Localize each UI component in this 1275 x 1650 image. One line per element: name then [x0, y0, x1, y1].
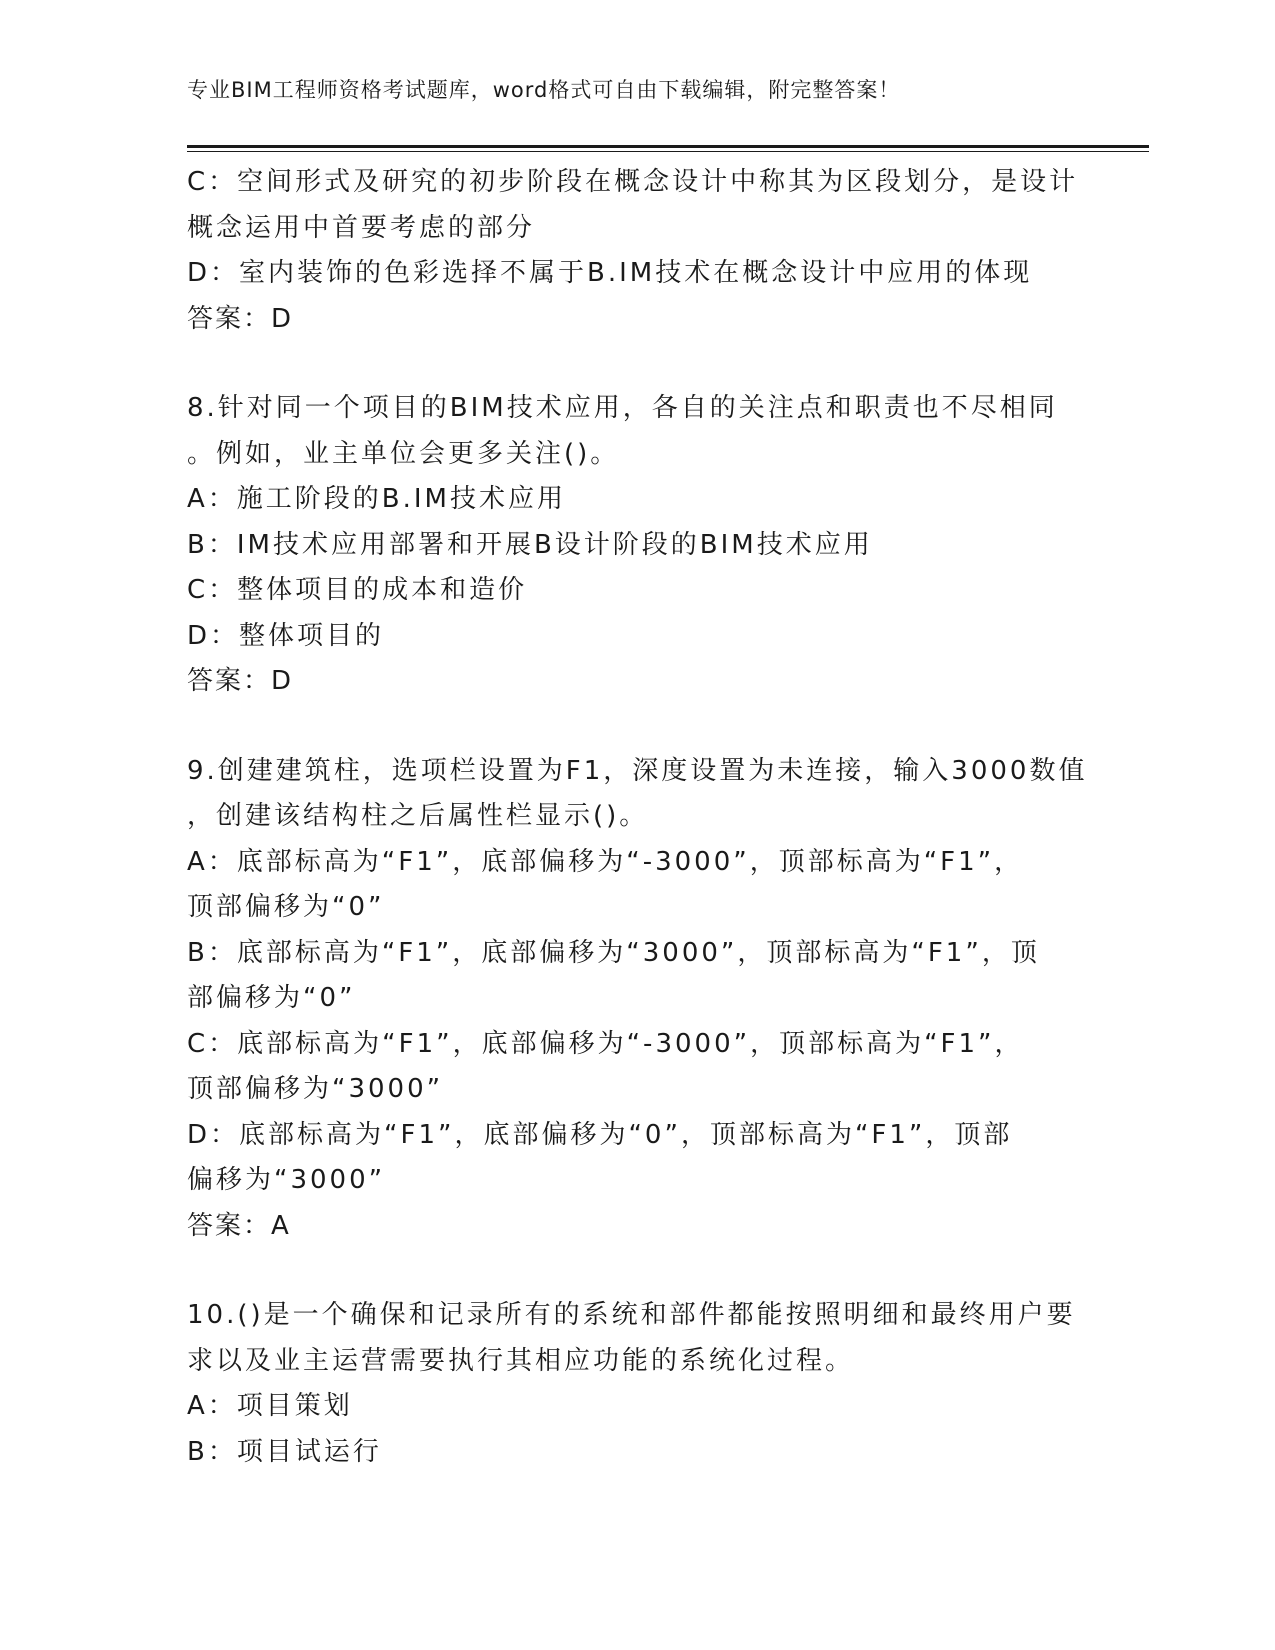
- header-rule-thin: [187, 151, 1149, 152]
- option-d-cont: 偏移为“3000”: [187, 1165, 386, 1195]
- option-line: D：室内装饰的色彩选择不属于B.IM技术在概念设计中应用的体现: [187, 258, 1033, 288]
- question-text: 9.创建建筑柱，选项栏设置为F1，深度设置为未连接，输入3000数值: [187, 755, 1088, 786]
- option-b: B：底部标高为“F1”，底部偏移为“3000”，顶部标高为“F1”，顶: [187, 937, 1040, 968]
- option-line: C：空间形式及研究的初步阶段在概念设计中称其为区段划分，是设计: [187, 167, 1079, 197]
- question-text: 10.()是一个确保和记录所有的系统和部件都能按照明细和最终用户要: [187, 1300, 1076, 1330]
- option-a-cont: 顶部偏移为“0”: [187, 892, 385, 922]
- question-text: 。例如，业主单位会更多关注()。: [187, 438, 620, 469]
- page-header: 专业BIM工程师资格考试题库，word格式可自由下载编辑，附完整答案！: [187, 78, 901, 102]
- option-c-cont: 顶部偏移为“3000”: [187, 1074, 444, 1104]
- question-9: [187, 749, 1087, 1250]
- answer-line: 答案：D: [187, 666, 294, 696]
- question-continuation: [187, 160, 1087, 342]
- option-d: D：整体项目的: [187, 620, 385, 651]
- option-a: A：项目策划: [187, 1391, 353, 1421]
- document-body: [187, 160, 1087, 1475]
- question-text: 8.针对同一个项目的BIM技术应用，各自的关注点和职责也不尽相同: [187, 393, 1058, 423]
- answer-line: 答案：A: [187, 1210, 291, 1241]
- question-text: 求以及业主运营需要执行其相应功能的系统化过程。: [187, 1345, 855, 1376]
- option-line: 概念运用中首要考虑的部分: [187, 212, 536, 243]
- option-a: A：底部标高为“F1”，底部偏移为“-3000”，顶部标高为“F1”，: [187, 846, 1024, 877]
- question-8: [187, 386, 1087, 705]
- option-c: C：底部标高为“F1”，底部偏移为“-3000”，顶部标高为“F1”，: [187, 1028, 1024, 1059]
- option-c: C：整体项目的成本和造价: [187, 575, 528, 605]
- option-a: A：施工阶段的B.IM技术应用: [187, 484, 566, 514]
- header-rule-thick: [187, 145, 1149, 148]
- option-b: B：IM技术应用部署和开展B设计阶段的BIM技术应用: [187, 529, 873, 560]
- answer-line: 答案：D: [187, 303, 294, 334]
- question-10: [187, 1293, 1087, 1475]
- option-d: D：底部标高为“F1”，底部偏移为“0”，顶部标高为“F1”，顶部: [187, 1119, 1013, 1150]
- option-b: B：项目试运行: [187, 1436, 382, 1467]
- question-text: ，创建该结构柱之后属性栏显示()。: [187, 801, 649, 831]
- option-b-cont: 部偏移为“0”: [187, 983, 356, 1013]
